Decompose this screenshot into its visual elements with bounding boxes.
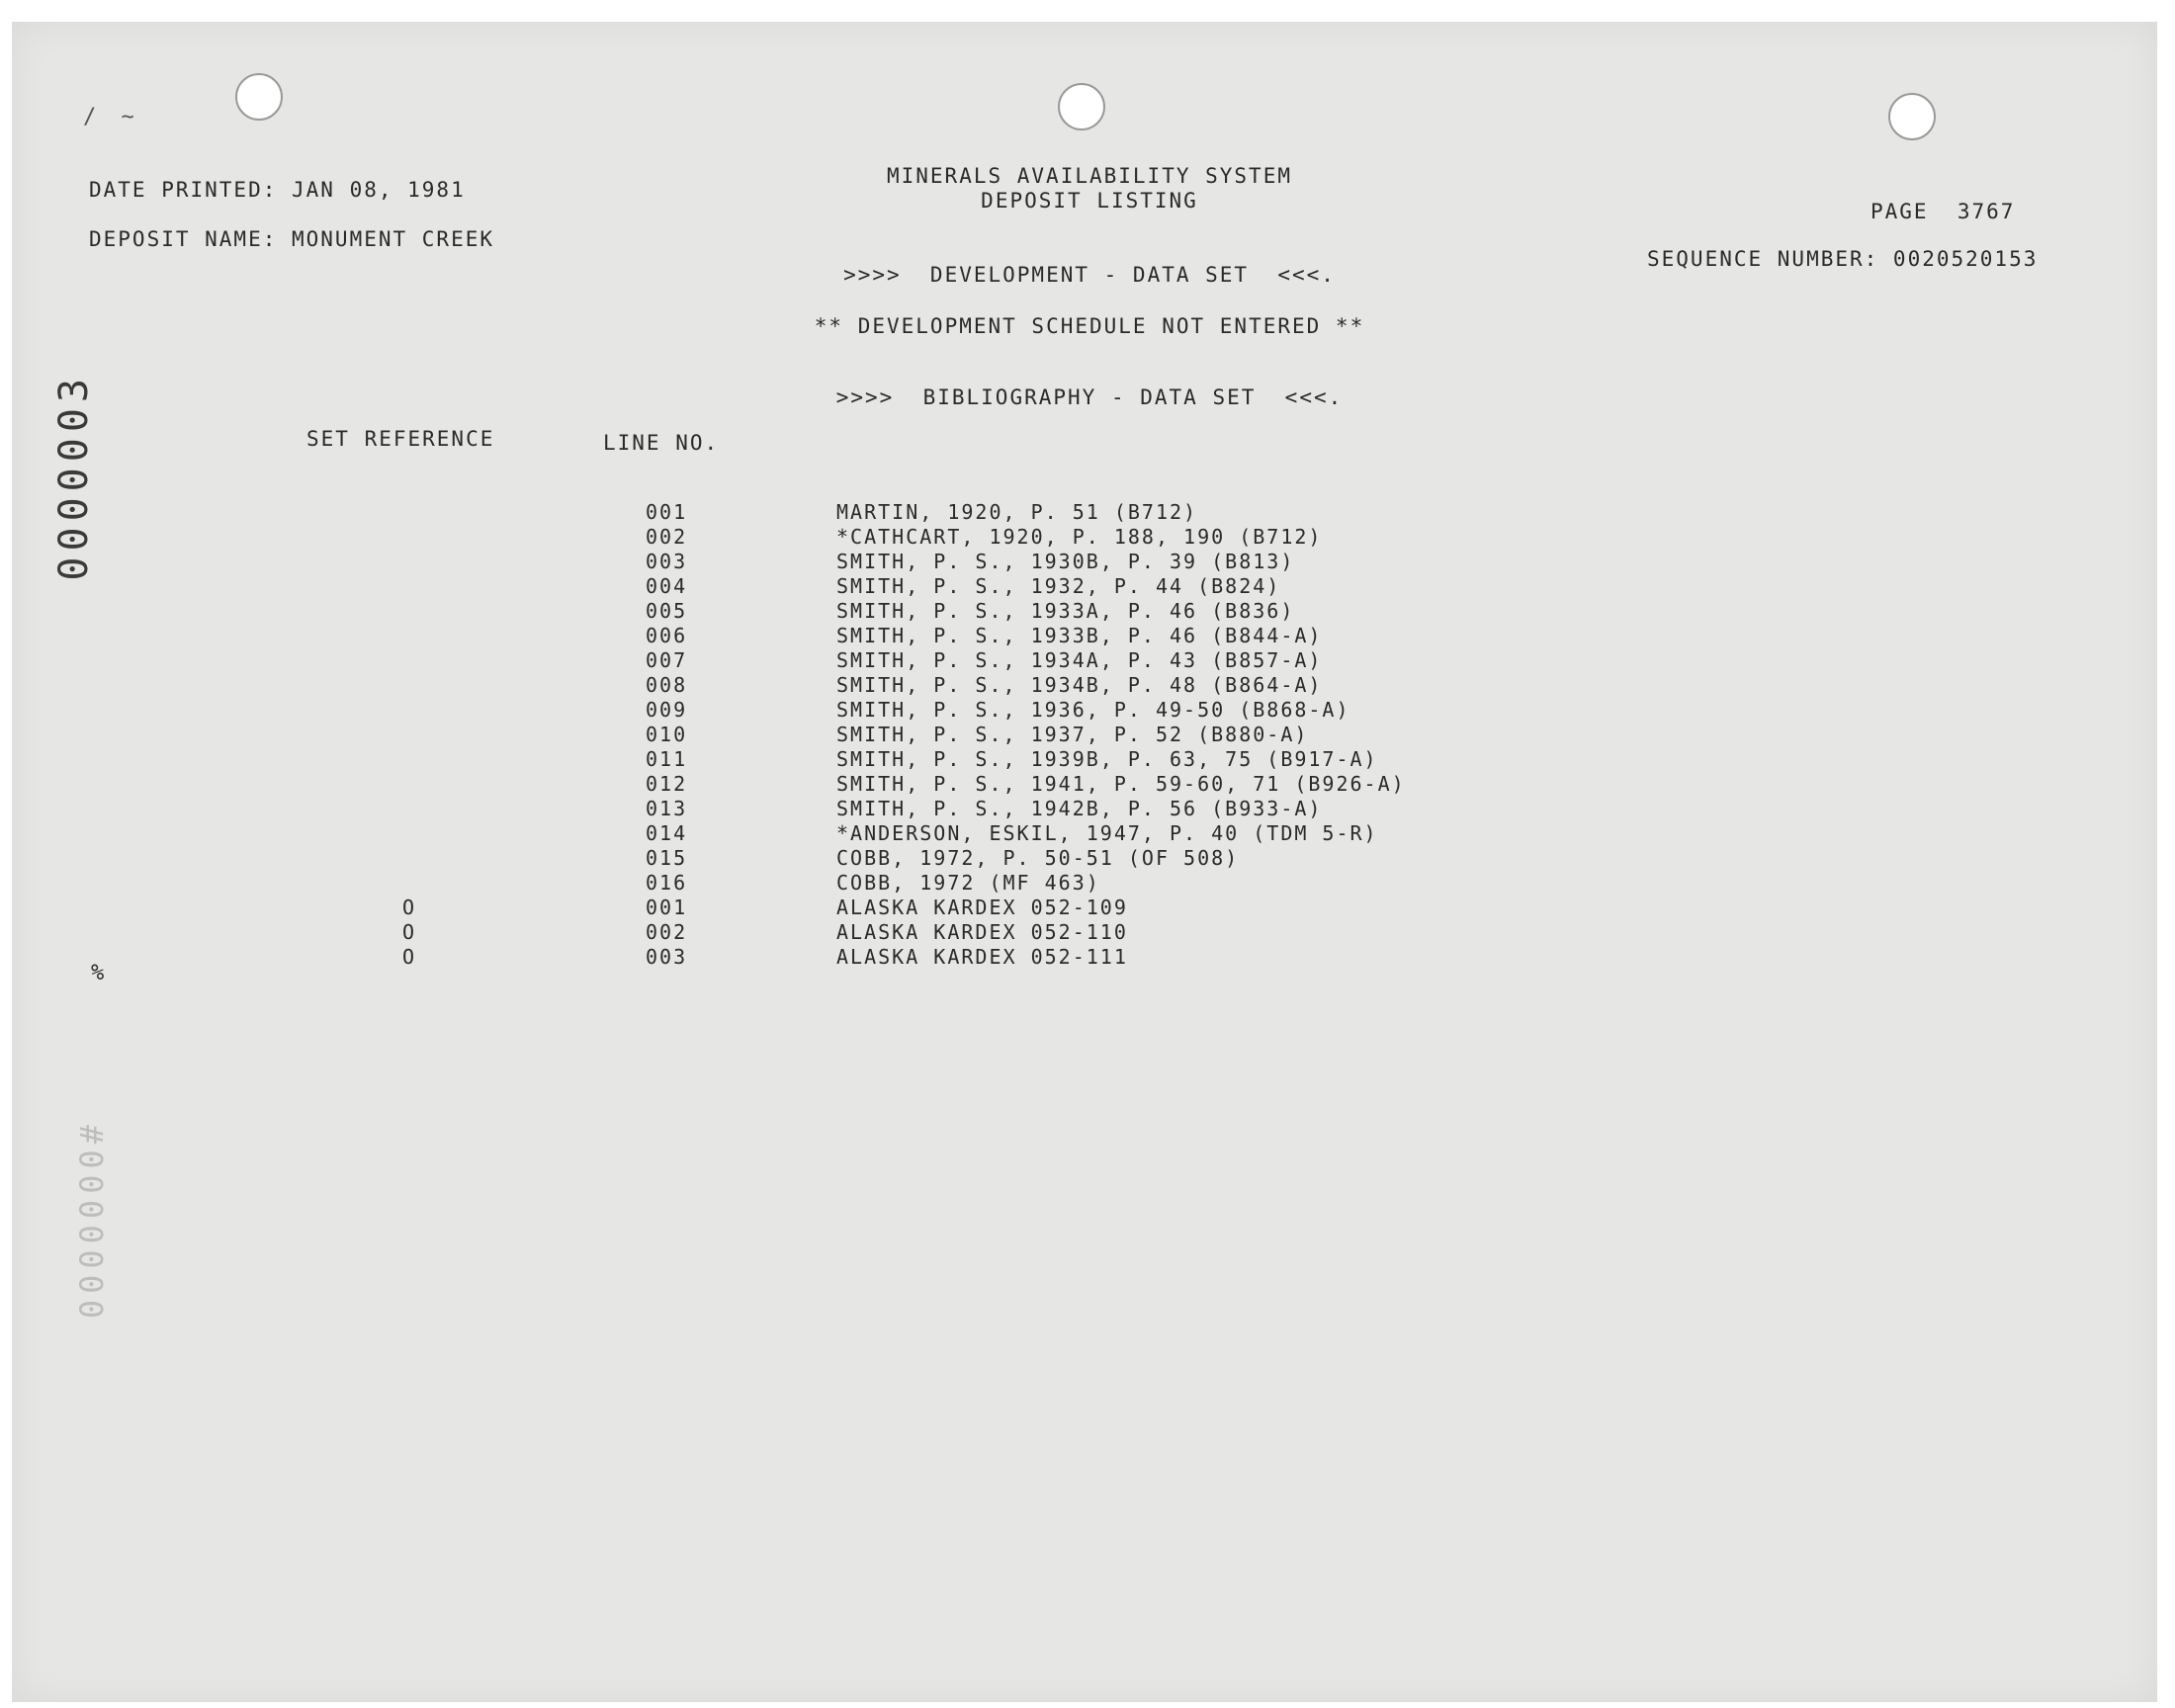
deposit-name: DEPOSIT NAME: MONUMENT CREEK [89,227,495,251]
line-number: 008 [646,673,688,697]
line-number: 002 [646,920,688,944]
citation: SMITH, P. S., 1932, P. 44 (B824) [836,574,1281,598]
table-row [12,772,1495,797]
citation: *ANDERSON, ESKIL, 1947, P. 40 (TDM 5-R) [836,821,1378,845]
set-reference: O [401,945,417,969]
citation: SMITH, P. S., 1933B, P. 46 (B844-A) [836,624,1323,647]
listing-title: DEPOSIT LISTING [981,189,1198,213]
table-row [12,550,1495,574]
citation: SMITH, P. S., 1937, P. 52 (B880-A) [836,723,1309,746]
citation: COBB, 1972 (MF 463) [836,871,1100,895]
citation: SMITH, P. S., 1942B, P. 56 (B933-A) [836,797,1323,820]
table-row [12,920,1495,945]
system-title: MINERALS AVAILABILITY SYSTEM [886,164,1292,188]
microfilm-frame-number: 0000003 [51,373,97,581]
table-row [12,624,1495,648]
binder-hole-right [1888,93,1936,140]
line-number: 006 [646,624,688,647]
date-printed: DATE PRINTED: JAN 08, 1981 [89,178,466,202]
citation: ALASKA KARDEX 052-110 [836,920,1128,944]
line-number: 003 [646,945,688,969]
set-reference: O [401,896,417,919]
citation: SMITH, P. S., 1930B, P. 39 (B813) [836,550,1295,573]
line-number: 012 [646,772,688,796]
sequence-number: SEQUENCE NUMBER: 0020520153 [1647,247,2039,271]
column-header-set-reference: SET REFERENCE [306,427,495,451]
table-row [12,747,1495,772]
citation: SMITH, P. S., 1933A, P. 46 (B836) [836,599,1295,623]
column-header-line-no: LINE NO. [603,431,720,455]
percent-mark: % [91,961,105,985]
development-heading: >>>> DEVELOPMENT - DATA SET <<<. [843,263,1336,287]
table-row [12,574,1495,599]
citation: ALASKA KARDEX 052-109 [836,896,1128,919]
line-number: 002 [646,525,688,549]
line-number: 003 [646,550,688,573]
table-row [12,821,1495,846]
line-number: 007 [646,648,688,672]
citation: *CATHCART, 1920, P. 188, 190 (B712) [836,525,1323,549]
development-note: ** DEVELOPMENT SCHEDULE NOT ENTERED ** [814,314,1365,338]
line-number: 005 [646,599,688,623]
table-row [12,723,1495,747]
citation: SMITH, P. S., 1934A, P. 43 (B857-A) [836,648,1323,672]
citation: ALASKA KARDEX 052-111 [836,945,1128,969]
table-row [12,648,1495,673]
table-row [12,599,1495,624]
line-number: 016 [646,871,688,895]
table-row [12,525,1495,550]
table-row [12,945,1495,970]
line-number: 004 [646,574,688,598]
page-number: PAGE 3767 [1870,200,2016,223]
citation: SMITH, P. S., 1939B, P. 63, 75 (B917-A) [836,747,1378,771]
citation: MARTIN, 1920, P. 51 (B712) [836,500,1198,524]
line-number: 001 [646,896,688,919]
table-row [12,896,1495,920]
citation: SMITH, P. S., 1941, P. 59-60, 71 (B926-A) [836,772,1406,796]
table-row [12,871,1495,896]
citation: SMITH, P. S., 1936, P. 49-50 (B868-A) [836,698,1350,722]
bibliography-heading: >>>> BIBLIOGRAPHY - DATA SET <<<. [835,385,1344,409]
line-number: 013 [646,797,688,820]
line-number: 015 [646,846,688,870]
microfilm-frame-number-faint: 0000000# [73,1119,111,1320]
table-row [12,500,1495,525]
line-number: 014 [646,821,688,845]
line-number: 010 [646,723,688,746]
line-number: 001 [646,500,688,524]
table-row [12,846,1495,871]
line-number: 009 [646,698,688,722]
table-row [12,698,1495,723]
set-reference: O [401,920,417,944]
table-row [12,673,1495,698]
pencil-mark-icon: / ~ [83,105,140,129]
binder-hole-left [235,73,283,121]
citation: COBB, 1972, P. 50-51 (OF 508) [836,846,1240,870]
table-row [12,797,1495,821]
printout-sheet [12,22,2157,1702]
binder-hole-center [1058,83,1105,130]
citation: SMITH, P. S., 1934B, P. 48 (B864-A) [836,673,1323,697]
line-number: 011 [646,747,688,771]
